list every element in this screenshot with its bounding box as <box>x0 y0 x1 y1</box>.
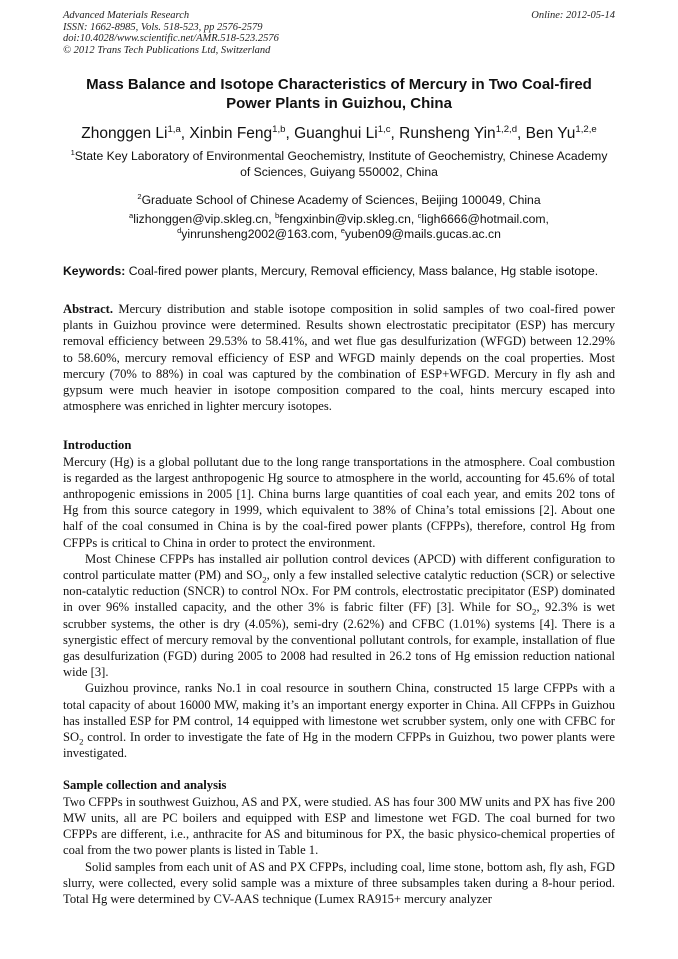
paragraph: Most Chinese CFPPs has installed air pollution control devices (APCD) with different configuration to control particulate matter (PM) and $SO_2$, only a few installed selective catalytic reduction (SCR) or selective non-catalytic reduction (SNCR) to control NOx. For PM controls, electrostatic precipitator (ESP) dominated in over 96% installed capacity, and the other 3% is fabric filter (FF) [3]. While for $SO_2$, 92.3% is wet scrubber systems, the other is dry (4.05%), semi-dry (2.62%) and CFBC (1.01%) systems [4]. There is a synergistic effect of mercury removal by the conventional pollutant controls, for example, installation of flue gas desulfurization (FGD) during 2005 to 2008 had resulted in 26.2 tons of Hg emission reduction national wide [3]. <box>63 551 615 680</box>
paragraph: Mercury (Hg) is a global pollutant due to the long range transportations in the atmosphere. Coal combustion is regarded as the largest anthropogenic Hg source to atmosphere in the world, accounting for 45.6% of total anthropogenic emissions in 2005 [1]. China burns large quantities of coal each year, and emits 202 tons of Hg from this source category in 1999, which equivalent to 38% of China’s total emissions [2]. About one half of the coal consumed in China is by the coal-fired power plants (CFPPs), therefore, control Hg from CFPPs is critical to China in order to protect the environment. <box>63 454 615 550</box>
paragraph: Solid samples from each unit of AS and PX CFPPs, including coal, lime stone, bottom ash, fly ash, FGD slurry, were collected, every solid sample was a mixture of three subsamples taken during a 8-hour period. Total Hg were determined by CV-AAS technique (Lumex RA915+ mercury analyzer <box>63 859 615 906</box>
section-heading-introduction: Introduction <box>63 438 132 453</box>
online-date: Online: 2012-05-14 <box>531 10 615 21</box>
author-list <box>63 124 615 143</box>
email-link[interactable]: yinrunsheng2002@163.com, <box>181 227 341 241</box>
email-link[interactable]: ligh6666@hotmail.com, <box>421 212 549 226</box>
keywords-label: Keywords: <box>63 264 126 278</box>
email-link[interactable]: lizhonggen@vip.skleg.cn, <box>133 212 276 226</box>
abstract <box>63 301 615 414</box>
author: Runsheng Yin$^{1,2,d}$, <box>399 123 526 142</box>
introduction-body <box>63 454 615 762</box>
abstract-text: Mercury distribution and stable isotope composition in solid samples of two coal-fired power plants in Guizhou province were determined. Results shown electrostatic precipitator (ESP) has mercury removal efficiency between 29.53% to 58.41%, and wet flue gas desulfurization (WFGD) between 12.29% to 58.60%, mercury removal efficiency of ESP and WFGD mainly depends on the coal properties. Most mercury (70% to 88%) in coal was captured by the combination of ESP+WFGD. Mercury in fly ash and gypsum were much heavier in isotope composition compared to the coal, hints mercury escaped into atmosphere was enriched in lighter mercury isotopes. <box>63 302 615 414</box>
keywords-text: Coal-fired power plants, Mercury, Removal efficiency, Mass balance, Hg stable isotope. <box>125 264 599 278</box>
affiliation-1-line-1: $^1$State Key Laboratory of Environmental Geochemistry, Institute of Geochemistry, Chinese Academy <box>70 147 608 163</box>
author: Guanghui Li$^{1,c}$, <box>294 123 400 142</box>
copyright-line: © 2012 Trans Tech Publications Ltd, Switzerland <box>63 44 271 56</box>
author: Zhonggen Li$^{1,a}$, <box>81 123 190 142</box>
doi-line: doi:10.4028/www.scientific.net/AMR.518-523.2576 <box>63 33 279 44</box>
email-link[interactable]: fengxinbin@vip.skleg.cn, <box>279 212 418 226</box>
paper-page <box>63 10 615 907</box>
affiliation-1 <box>63 148 615 180</box>
journal-name: Advanced Materials Research <box>63 10 190 21</box>
email-link[interactable]: yuben09@mails.gucas.ac.cn <box>344 227 501 241</box>
title-line-2: Power Plants in Guizhou, China <box>226 95 452 112</box>
issn-line: ISSN: 1662-8985, Vols. 518-523, pp 2576-2579 <box>63 21 263 33</box>
title-line-1: Mass Balance and Isotope Characteristics of Mercury in Two Coal-fired <box>86 76 592 93</box>
keywords <box>63 263 615 279</box>
affiliation-1-line-2: of Sciences, Guiyang 550002, China <box>240 165 438 179</box>
author: Ben Yu$^{1,2,e}$ <box>525 123 597 142</box>
paragraph: Two CFPPs in southwest Guizhou, AS and PX, were studied. AS has four 300 MW units and PX has five 200 MW units, all are PC boilers and equipped with ESP and limestone wet FGD. The coal burned for two CFPPs are different, i.e., anthracite for AS and bituminous for PX, the basic physico-chemical properties of coal from the two power plants is listed in Table 1. <box>63 794 615 858</box>
email-line-2: $^d$yinrunsheng2002@163.com, $^e$yuben09@mails.gucas.ac.cn <box>177 225 501 241</box>
section-heading-sample-collection: Sample collection and analysis <box>63 778 227 793</box>
email-line-1: $^a$lizhonggen@vip.skleg.cn, $^b$fengxinbin@vip.skleg.cn, $^c$ligh6666@hotmail.com, <box>129 210 549 226</box>
journal-header <box>63 10 615 56</box>
paragraph: Guizhou province, ranks No.1 in coal resource in southern China, constructed 15 large CFPPs with a total capacity of about 16000 MW, making it’s an important energy exporter in China. All CFPPs in Guizhou has installed ESP for PM control, 14 equipped with limestone wet scrubber system, only one with CFBC for $SO_2$ control. In order to investigate the fate of Hg in the modern CFPPs in Guizhou, two power plants were investigated. <box>63 681 615 761</box>
affiliation-2: $^2$Graduate School of Chinese Academy of Sciences, Beijing 100049, China <box>137 191 541 207</box>
abstract-label: Abstract. <box>63 302 114 316</box>
paper-title <box>63 75 615 113</box>
author: Xinbin Feng$^{1,b}$, <box>189 123 295 142</box>
sample-body <box>63 794 615 907</box>
author-emails <box>63 212 615 242</box>
